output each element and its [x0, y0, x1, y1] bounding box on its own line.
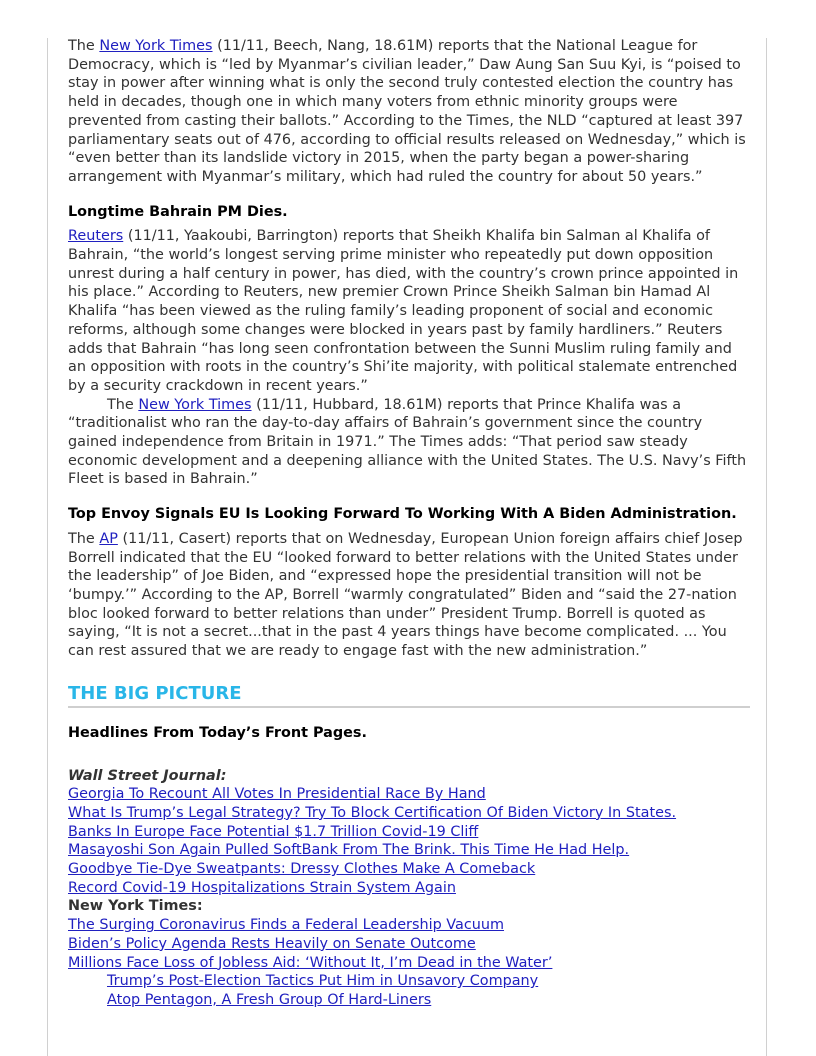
- wsj-label: Wall Street Journal:: [68, 767, 227, 784]
- headline-link[interactable]: Goodbye Tie-Dye Sweatpants: Dressy Clothes Make A Comeback: [68, 861, 536, 878]
- headline-link[interactable]: Masayoshi Son Again Pulled SoftBank From The Brink. This Time He Had Help.: [68, 842, 630, 859]
- bahrain-paragraph-1: Reuters (11/11, Yaakoubi, Barrington) reports that Sheikh Khalifa bin Salman al Khalifa of Bahrain, “the world’s longest serving prime minister who repeatedly put down opposition unrest during a half century in power, has died, with the country’s crown prince appointed in his place.” According to Reuters, new premier Crown Prince Sheikh Salman bin Hamad Al Khalifa “has been viewed as the ruling family’s leading proponent of social and economic reforms, although some changes were blocked in years past by family hardliners.” Reuters adds that Bahrain “has long seen confrontation between the Sunni Muslim ruling family and an opposition with roots in the country’s Shi’ite majority, with political stalemate entrenched by a security crackdown in recent years.”: [68, 228, 739, 394]
- headline-link[interactable]: What Is Trump’s Legal Strategy? Try To Block Certification Of Biden Victory In States.: [68, 804, 677, 821]
- nyt-link-bahrain[interactable]: New York Times: [138, 396, 252, 413]
- reuters-link[interactable]: Reuters: [68, 228, 124, 245]
- myanmar-paragraph: The New York Times (11/11, Beech, Nang, 18.61M) reports that the National League for Democracy, which is “led by Myanmar’s civilian leader,” Daw Aung San Suu Kyi, is “poised to stay in power after winning what is only the second truly contested election the country has held in decades, though one in which many voters from ethnic minority groups were prevented from casting their ballots.” According to the Times, the NLD “captured at least 397 parliamentary seats out of 476, according to official results released on Wednesday,” which is “even better than its landslide victory in 2015, when the party began a power-sharing arrangement with Myanmar’s military, which had ruled the country for about 50 years.”: [68, 38, 746, 185]
- headline-link[interactable]: Biden’s Policy Agenda Rests Heavily on Senate Outcome: [68, 935, 476, 952]
- bahrain-headline: Longtime Bahrain PM Dies.: [68, 203, 288, 220]
- nyt-label: New York Times:: [68, 898, 203, 915]
- headline-link[interactable]: Record Covid-19 Hospitalizations Strain System Again: [68, 879, 456, 896]
- headline-link[interactable]: Millions Face Loss of Jobless Aid: ‘Without It, I’m Dead in the Water’: [68, 954, 553, 971]
- ap-link[interactable]: AP: [99, 530, 118, 547]
- nyt-link-myanmar[interactable]: New York Times: [99, 38, 213, 54]
- headline-link[interactable]: Georgia To Recount All Votes In Presidential Race By Hand: [68, 786, 486, 803]
- eu-headline: Top Envoy Signals EU Is Looking Forward To Working With A Biden Administration.: [68, 506, 737, 523]
- newsletter-content: [68, 37, 750, 1010]
- headline-link-indented[interactable]: Atop Pentagon, A Fresh Group Of Hard-Liners: [107, 991, 432, 1008]
- front-pages-subheading: Headlines From Today’s Front Pages.: [68, 724, 367, 741]
- eu-paragraph: The AP (11/11, Casert) reports that on Wednesday, European Union foreign affairs chief Josep Borrell indicated that the EU “looked forward to better relations with the United States under the leadership” of Joe Biden, and “expressed hope the presidential transition will not be ‘bumpy.’” According to the AP, Borrell “warmly congratulated” Biden and “said the 27-nation bloc looked forward to better relations than under” President Trump. Borrell is quoted as saying, “It is not a secret...that in the past 4 years things have become complicated. ... You can rest assured that we are ready to engage fast with the new administration.”: [68, 530, 743, 660]
- headline-link[interactable]: The Surging Coronavirus Finds a Federal Leadership Vacuum: [68, 917, 505, 934]
- bahrain-paragraph-2: The New York Times (11/11, Hubbard, 18.61M) reports that Prince Khalifa was a “traditionalist who ran the day-to-day affairs of Bahrain’s government since the country gained independence from Britain in 1971.” The Times adds: “That period saw steady economic development and a deepening alliance with the United States. The U.S. Navy’s Fifth Fleet is based in Bahrain.”: [68, 396, 747, 488]
- headline-link-indented[interactable]: Trump’s Post-Election Tactics Put Him in Unsavory Company: [107, 973, 539, 990]
- big-picture-title: THE BIG PICTURE: [68, 683, 750, 708]
- headline-link[interactable]: Banks In Europe Face Potential $1.7 Trillion Covid-19 Cliff: [68, 823, 479, 840]
